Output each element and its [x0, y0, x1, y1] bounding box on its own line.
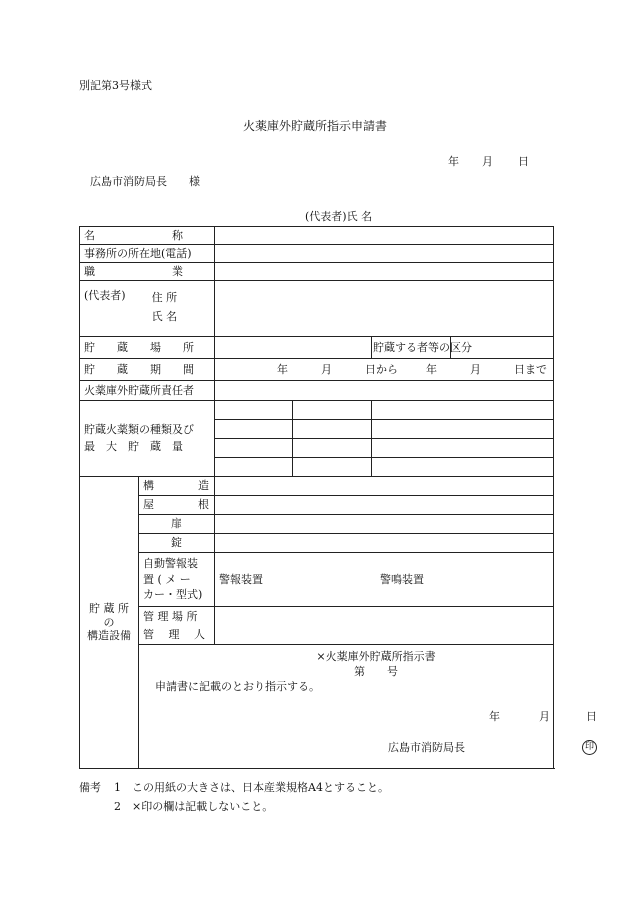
- field-management[interactable]: [215, 607, 554, 645]
- field-alarm[interactable]: [215, 553, 554, 607]
- date-year: 年: [448, 155, 459, 168]
- field-structure[interactable]: [215, 477, 554, 496]
- note-2: 2 ×印の欄は記載しないこと。: [114, 800, 274, 813]
- explosives-cell[interactable]: [372, 420, 554, 439]
- label-manager: 火薬庫外貯蔵所責任者: [80, 381, 215, 401]
- field-storage-place[interactable]: [215, 337, 372, 359]
- label-occupation: 職 業: [80, 263, 215, 281]
- label-storer-class: 貯蔵する者等の区分: [372, 337, 451, 359]
- instruction-month: 月: [539, 710, 550, 723]
- label-structure-group: [80, 477, 139, 769]
- explosives-cell[interactable]: [293, 420, 372, 439]
- field-name[interactable]: [215, 227, 554, 245]
- field-roof[interactable]: [215, 496, 554, 515]
- form-title: 火薬庫外貯蔵所指示申請書: [242, 119, 387, 133]
- field-office-address[interactable]: [215, 245, 554, 263]
- label-door: 扉: [139, 515, 215, 534]
- mgmt-person-label: 管 理 人: [143, 627, 205, 641]
- explosives-cell[interactable]: [372, 401, 554, 420]
- period-to: 年 月 日まで: [426, 362, 548, 376]
- structure-group-1: 貯 蔵 所: [89, 601, 129, 615]
- instruction-text: 申請書に記載のとおり指示する。: [155, 680, 320, 693]
- applicant-name-label: (代表者)氏 名: [305, 210, 373, 223]
- form-number: 別記第3号様式: [79, 79, 152, 92]
- addressee: 広島市消防局長 様: [90, 175, 200, 188]
- mgmt-place-label: 管 理 場 所: [143, 610, 198, 624]
- period-from: 年 月 日から: [277, 362, 398, 376]
- explosives-line1: 貯蔵火薬類の種類及び: [84, 423, 194, 436]
- field-occupation[interactable]: [215, 263, 554, 281]
- explosives-cell[interactable]: [372, 458, 554, 477]
- explosives-cell[interactable]: [215, 439, 293, 458]
- structure-group-3: 構造設備: [87, 629, 131, 643]
- notes-label: 備考: [79, 781, 101, 794]
- seal-icon: 印: [582, 740, 597, 755]
- label-alarm: [139, 553, 215, 607]
- date-month: 月: [482, 155, 493, 168]
- explosives-cell[interactable]: [215, 458, 293, 477]
- label-management: [139, 607, 215, 645]
- instruction-section: [139, 645, 597, 769]
- field-door[interactable]: [215, 515, 554, 534]
- explosives-cell[interactable]: [215, 420, 293, 439]
- explosives-cell[interactable]: [215, 401, 293, 420]
- field-storage-period[interactable]: [215, 359, 554, 381]
- label-storage-place: 貯 蔵 場 所: [80, 337, 215, 359]
- date-day: 日: [518, 155, 529, 168]
- seal-mark: [582, 740, 597, 755]
- label-explosives: [80, 401, 215, 477]
- rep-label: (代表者): [84, 289, 126, 302]
- rep-name-label: 氏 名: [151, 309, 178, 323]
- explosives-line2: 最 大 貯 蔵 量: [84, 439, 183, 453]
- explosives-cell[interactable]: [293, 458, 372, 477]
- label-lock: 錠: [139, 534, 215, 553]
- instruction-chief: 広島市消防局長: [388, 741, 465, 754]
- field-lock[interactable]: [215, 534, 554, 553]
- label-structure: 構 造: [139, 477, 215, 496]
- sounder-device-label: 警鳴装置: [380, 572, 424, 586]
- rep-address-label: 住 所: [151, 291, 178, 304]
- label-name: 名 称: [80, 227, 215, 245]
- explosives-cell[interactable]: [293, 439, 372, 458]
- label-office-address: 事務所の所在地(電話): [80, 245, 215, 263]
- instruction-number: 第 号: [354, 665, 398, 678]
- instruction-year: 年: [489, 710, 500, 723]
- application-table: [79, 226, 597, 769]
- label-storage-period: 貯 蔵 期 間: [80, 359, 215, 381]
- label-roof: 屋 根: [139, 496, 215, 515]
- alarm-line1: 自動警報装: [143, 556, 198, 570]
- alarm-line2: 置 ( メ ー: [143, 572, 191, 586]
- label-representative: [80, 281, 215, 337]
- alarm-line3: カー・型式): [143, 588, 203, 602]
- field-representative[interactable]: [215, 281, 554, 337]
- structure-group-2: の: [103, 615, 115, 629]
- note-1: 1 この用紙の大きさは、日本産業規格A4とすること。: [114, 781, 389, 794]
- explosives-cell[interactable]: [372, 439, 554, 458]
- instruction-title: ×火薬庫外貯蔵所指示書: [316, 650, 436, 663]
- instruction-day: 日: [586, 710, 597, 723]
- field-manager[interactable]: [215, 381, 554, 401]
- explosives-cell[interactable]: [293, 401, 372, 420]
- alarm-device-label: 警報装置: [219, 572, 263, 586]
